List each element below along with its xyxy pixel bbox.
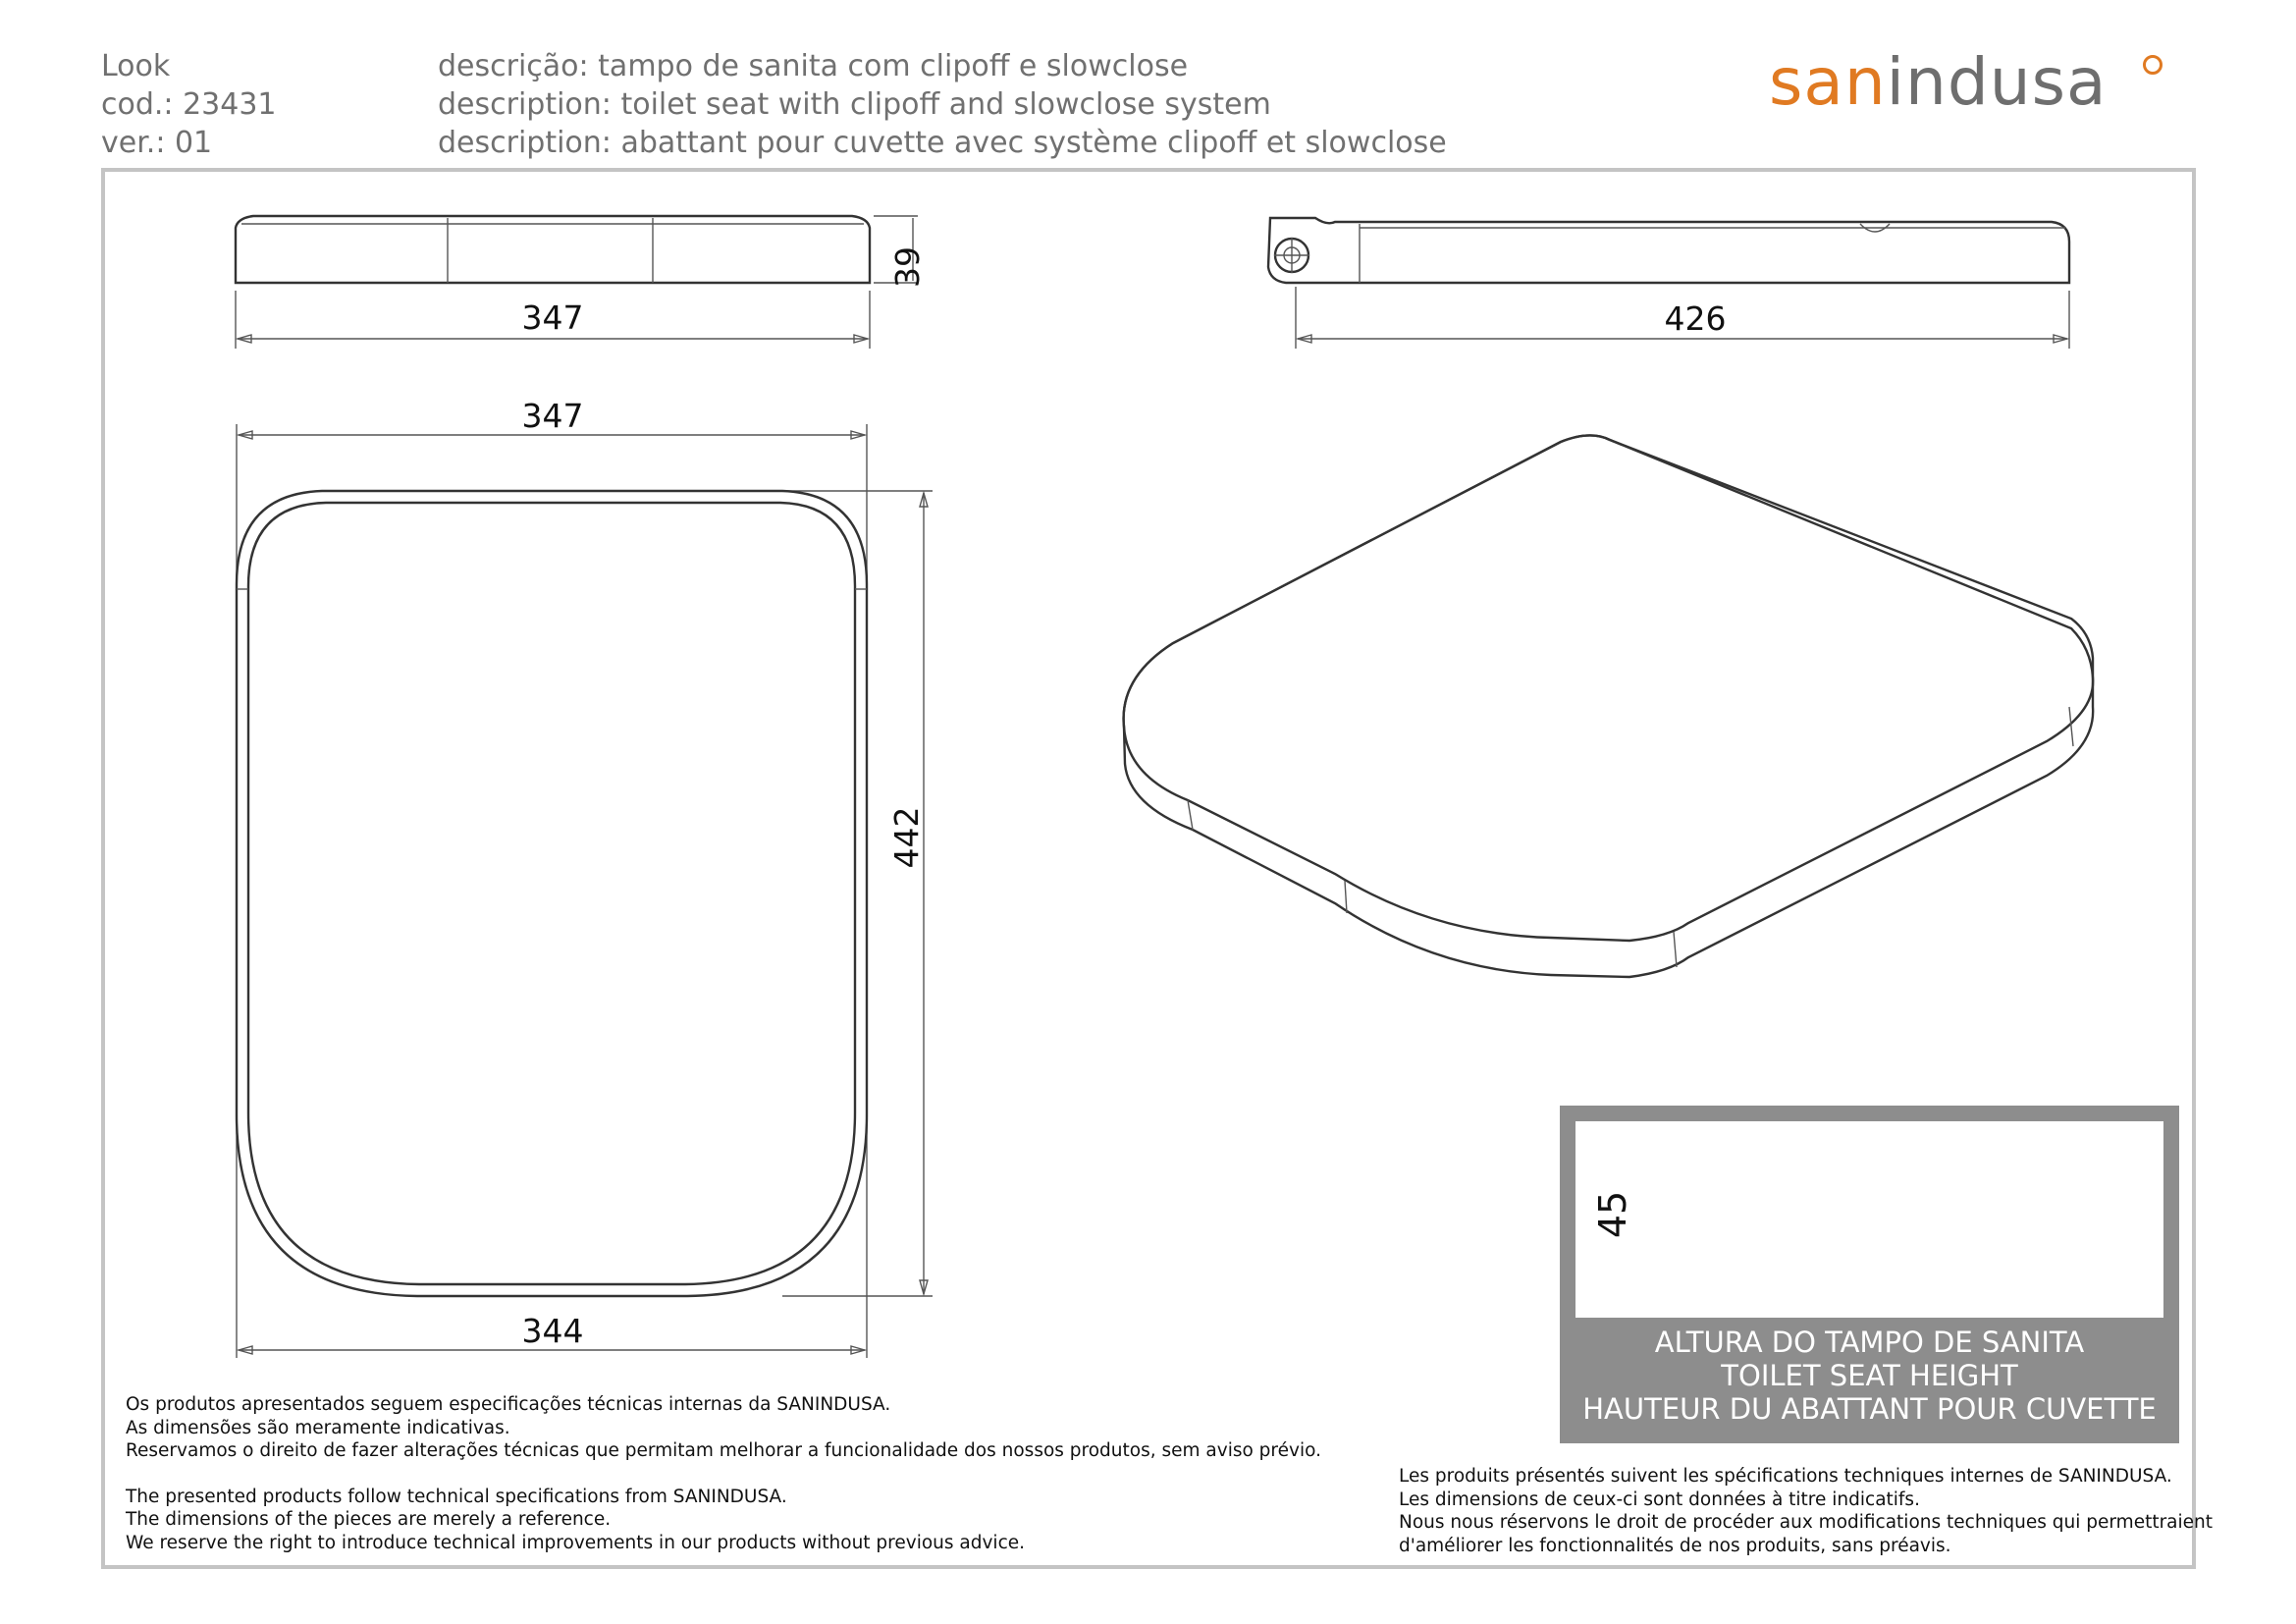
dim-front-height: 39	[888, 246, 927, 288]
description-pt: descrição: tampo de sanita com clipoff e slowclose	[438, 49, 1189, 83]
note-en-3: We reserve the right to introduce technical improvements in our products without previous advice.	[126, 1532, 1026, 1553]
seat-height-box	[1560, 1106, 2179, 1443]
dim-top-length: 442	[887, 806, 926, 869]
dim-top-width: 347	[521, 397, 584, 435]
logo-part-2: indusa	[1886, 44, 2108, 120]
product-version: ver.: 01	[101, 126, 213, 160]
notes-left	[126, 1393, 1321, 1554]
perspective-view	[1124, 435, 2094, 977]
description-fr: description: abattant pour cuvette avec système clipoff et slowclose	[438, 126, 1447, 160]
product-name: Look	[101, 49, 171, 83]
note-pt-1: Os produtos apresentados seguem especificações técnicas internas da SANINDUSA.	[126, 1394, 891, 1415]
seat-height-caption-pt: ALTURA DO TAMPO DE SANITA	[1654, 1326, 2085, 1359]
note-fr-4: d'améliorer les fonctionnalités de nos produits, sans préavis.	[1399, 1535, 1951, 1556]
seat-height-diagram-area	[1575, 1121, 2163, 1318]
top-view	[237, 424, 933, 1358]
note-fr-1: Les produits présentés suivent les spécifications techniques internes de SANINDUSA.	[1399, 1466, 2172, 1487]
seat-height-caption-en: TOILET SEAT HEIGHT	[1721, 1359, 2018, 1392]
dim-bottom-width: 344	[521, 1312, 584, 1350]
dim-side-length: 426	[1664, 299, 1727, 338]
note-en-2: The dimensions of the pieces are merely a reference.	[126, 1509, 612, 1530]
description-en: description: toilet seat with clipoff and slowclose system	[438, 87, 1271, 122]
dim-seat-height: 45	[1591, 1190, 1634, 1239]
note-fr-2: Les dimensions de ceux-ci sont données à titre indicatifs.	[1399, 1489, 1920, 1510]
seat-height-caption-fr: HAUTEUR DU ABATTANT POUR CUVETTE	[1582, 1392, 2157, 1426]
product-code: cod.: 23431	[101, 87, 277, 122]
note-fr-3: Nous nous réservons le droit de procéder aux modifications techniques qui permettraient	[1399, 1512, 2214, 1533]
logo-part-1: san	[1769, 44, 1887, 120]
dim-front-width: 347	[521, 298, 584, 337]
notes-right	[1399, 1465, 2213, 1557]
note-en-1: The presented products follow technical specifications from SANINDUSA.	[126, 1486, 787, 1507]
note-pt-2: As dimensões são meramente indicativas.	[126, 1417, 510, 1438]
note-pt-3: Reservamos o direito de fazer alterações técnicas que permitam melhorar a funcionalidade dos nossos produtos, sem aviso prévio.	[126, 1440, 1321, 1461]
seat-height-caption	[1560, 1326, 2179, 1426]
